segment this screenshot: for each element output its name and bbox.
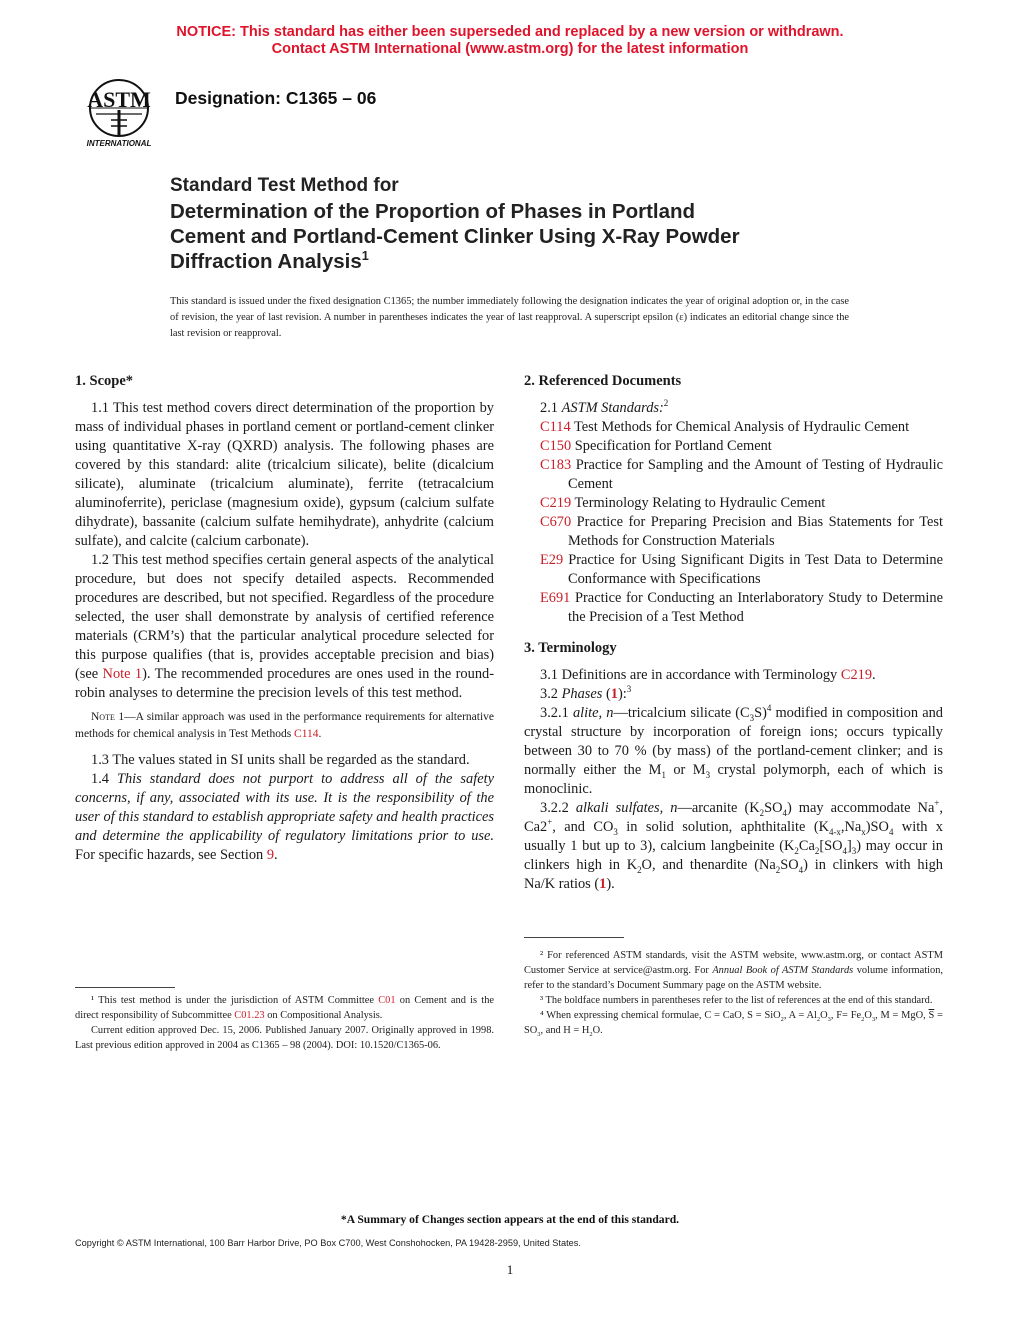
footnote-2-text-a: ² For referenced ASTM standards, visit the ASTM website, www.astm.org, or contact ASTM Customer Service at service@astm.org. For bbox=[524, 950, 943, 976]
reference-code-link[interactable]: E29 bbox=[540, 552, 564, 568]
paragraph-3-1-text: 3.1 Definitions are in accordance with Terminology bbox=[540, 667, 841, 683]
page-number: 1 bbox=[506, 1262, 514, 1277]
safety-statement: This standard does not purport to address all of the safety concerns, if any, associated with its use. It is the responsibility of the user of this standard to establish appropriate safety and health practices and determine the applicability of regulatory limitations prior to use. bbox=[75, 771, 494, 844]
paragraph-1-4-end: . bbox=[274, 847, 278, 863]
footnote-4-text: , and H = H bbox=[540, 1025, 590, 1036]
summary-of-changes-note: *A Summary of Changes section appears at the end of this standard. bbox=[340, 1213, 680, 1226]
title-line-4-text: Diffraction Analysis bbox=[170, 250, 362, 273]
footnote-4-text: , F= Fe bbox=[830, 1010, 862, 1021]
paragraph-1-3: 1.3 The values stated in SI units shall be regarded as the standard. bbox=[91, 752, 470, 768]
reference-c114 bbox=[540, 418, 943, 437]
footnote-1-text-a: ¹ This test method is under the jurisdiction of ASTM Committee bbox=[91, 995, 379, 1006]
reference-c150 bbox=[540, 437, 943, 456]
reference-code-link[interactable]: C114 bbox=[540, 419, 571, 435]
paragraph-3-2: 3.2 Phases (1):$^3$ bbox=[540, 684, 632, 702]
reference-title: Practice for Preparing Precision and Bias Statements for Test Methods for Construction Materials bbox=[568, 514, 943, 549]
reference-c219 bbox=[540, 494, 943, 513]
astm-standards-label: ASTM Standards: bbox=[561, 400, 664, 416]
reference-code-link[interactable]: C670 bbox=[540, 514, 572, 530]
footnote-1-text-b: on Cement and is the direct responsibility of Subcommittee bbox=[75, 995, 495, 1021]
paragraph-1-2 bbox=[75, 551, 494, 703]
designation: Designation: C1365 – 06 bbox=[175, 88, 377, 108]
reference-list bbox=[524, 418, 943, 627]
reference-code-link[interactable]: C219 bbox=[540, 495, 572, 511]
footnote-3-mark[interactable]: 3 bbox=[626, 684, 632, 695]
logo-subtext: INTERNATIONAL bbox=[86, 139, 152, 148]
reference-title: Practice for Sampling and the Amount of Testing of Hydraulic Cement bbox=[568, 457, 943, 492]
notice-line-1: NOTICE: This standard has either been superseded and replaced by a new version or withdrawn. bbox=[176, 24, 844, 40]
footnote-2-text-b: volume information, refer to the standard’s Document Summary page on the ASTM website. bbox=[524, 965, 943, 991]
note-1-c114-link[interactable]: C114 bbox=[294, 728, 319, 740]
footnote-1 bbox=[75, 993, 494, 1053]
left-column bbox=[75, 370, 494, 865]
copyright-line: Copyright © ASTM International, 100 Barr Harbor Drive, PO Box C700, West Conshohocken, PA 19428-2959, United States. bbox=[75, 1238, 581, 1248]
supersede-notice bbox=[0, 24, 1020, 58]
reference-title: Test Methods for Chemical Analysis of Hydraulic Cement bbox=[570, 419, 910, 435]
logo-letters: ASTM bbox=[87, 87, 151, 112]
section-heading-scope: 1. Scope* bbox=[75, 373, 133, 389]
footnote-3: ³ The boldface numbers in parentheses refer to the list of references at the end of this standard. bbox=[540, 995, 933, 1006]
paragraph-1-4-number: 1.4 bbox=[91, 771, 117, 787]
paragraph-3-2-2: 3.2.2 alkali sulfates, n—arcanite $(K_2SO_4)$ may accommodate Na+, Ca2+, and $CO_3$ in solid solution, aphthitalite $(K_{4-x},Na_x)SO_4$ with x usually 1 but up to 3), calcium langbeinite $(K_2Ca_2[SO_4]_3)$ may occur in clinkers high in $K_2O$, and thenardite $(Na_2SO_4)$ in clinkers with high Na/K ratios (1). bbox=[524, 798, 943, 892]
reference-title: Specification for Portland Cement bbox=[571, 438, 772, 454]
reference-e29 bbox=[540, 551, 943, 589]
note-label: Note bbox=[91, 711, 115, 723]
document-title bbox=[170, 175, 870, 274]
annual-book-title: Annual Book of ASTM Standards bbox=[712, 965, 854, 976]
paragraph-3-2-1: 3.2.1 alite, n—tricalcium silicate $(C_3S)^4$ modified in composition and crystal structure by incorporation of foreign ions; occurs typically between 30 to 70 % (by mass) of the portland-cement clinker; and is normally either the $M_1$ or $M_3$ crystal polymorph, each of which is monoclinic. bbox=[524, 703, 944, 797]
committee-c01-link[interactable]: C01 bbox=[378, 995, 396, 1006]
paragraph-2-1 bbox=[524, 399, 943, 418]
terminology-c219-link[interactable]: C219 bbox=[840, 667, 873, 683]
reference-c183 bbox=[540, 456, 943, 494]
notice-line-2: Contact ASTM International (www.astm.org) for the latest information bbox=[271, 41, 749, 57]
title-line-1: Standard Test Method for bbox=[170, 175, 399, 196]
note-1 bbox=[75, 709, 494, 743]
footnote-4-text: , M = MgO, bbox=[875, 1010, 929, 1021]
paragraph-3-1-end: . bbox=[872, 667, 876, 683]
reference-code-link[interactable]: E691 bbox=[540, 590, 571, 606]
footnote-1-para-1 bbox=[75, 993, 494, 1023]
paragraph-1-2-text: 1.2 This test method specifies certain general aspects of the analytical procedure, but does not specify detailed aspects. Recommended procedures are described, but not specified. Regardless of the procedure selected, the user shall demonstrate by analysis of certified reference materials (CRM’s) that the particular analytical procedure selected for this purpose qualifies (that is, provides acceptable precision and bias) (see bbox=[75, 552, 494, 682]
paragraph-2-1-number: 2.1 bbox=[540, 400, 562, 416]
reference-title: Practice for Using Significant Digits in Test Data to Determine Conformance with Specifications bbox=[563, 552, 943, 587]
title-line-4 bbox=[170, 249, 870, 274]
paragraph-1-4-text: For specific hazards, see Section bbox=[75, 847, 267, 863]
paragraph-3-2-number: 3.2 bbox=[540, 686, 562, 702]
footnote-1-para-2: Current edition approved Dec. 15, 2006. Published January 2007. Originally approved in 1998. Last previous edition approved in 2004 as C1365 – 98 (2004). DOI: 10.1520/C1365-06. bbox=[75, 1025, 494, 1051]
title-footnote-mark[interactable]: 1 bbox=[361, 248, 369, 264]
section-9-link[interactable]: 9 bbox=[266, 847, 275, 863]
title-line-2: Determination of the Proportion of Phases in Portland bbox=[170, 200, 696, 223]
reference-title: Practice for Conducting an Interlaboratory Study to Determine the Precision of a Test Method bbox=[568, 590, 943, 625]
section-heading-referenced-documents: 2. Referenced Documents bbox=[524, 373, 682, 389]
footnote-4-text: ⁴ When expressing chemical formulae, C = CaO, S = SiO bbox=[540, 1010, 781, 1021]
footnote-2-mark[interactable]: 2 bbox=[663, 398, 669, 409]
issued-note: This standard is issued under the fixed designation C1365; the number immediately following the designation indicates the year of original adoption or, in the case of revision, the year of last revision. A number in parentheses indicates the year of last reapproval. A superscript epsilon (ε) indicates an editorial change since the last revision or reapproval. bbox=[170, 296, 849, 339]
right-column bbox=[524, 370, 943, 894]
footnote-divider-left bbox=[75, 987, 175, 988]
paragraph-3-1 bbox=[524, 666, 943, 685]
phases-label: Phases bbox=[561, 686, 603, 702]
astm-logo bbox=[76, 74, 162, 150]
footnote-4-text: = SO bbox=[524, 1010, 943, 1036]
footnote-1-text-c: on Compositional Analysis. bbox=[264, 1010, 383, 1021]
footnote-4: ⁴ When expressing chemical formulae, C = CaO, S = SiO$_2$, $A = Al_2O_3$, $F= Fe_2O_3$, M = MgO, $\overline{S} = SO_3$, and $H = H_2O$. bbox=[524, 1010, 943, 1039]
reference-e691 bbox=[540, 589, 943, 627]
note-1-link[interactable]: Note 1 bbox=[102, 666, 143, 682]
footnote-4-text: O. bbox=[592, 1025, 603, 1036]
footnote-divider-right bbox=[524, 937, 624, 938]
footnote-4-text: , A = Al bbox=[783, 1010, 817, 1021]
reference-title: Terminology Relating to Hydraulic Cement bbox=[571, 495, 826, 511]
reference-code-link[interactable]: C183 bbox=[540, 457, 572, 473]
note-1-end: . bbox=[318, 728, 322, 740]
footnotes-right bbox=[524, 948, 943, 1038]
paragraph-1-4 bbox=[75, 770, 494, 865]
reference-c670 bbox=[540, 513, 943, 551]
subcommittee-c01-23-link[interactable]: C01.23 bbox=[234, 1010, 265, 1021]
footnote-2 bbox=[524, 948, 943, 993]
reference-code-link[interactable]: C150 bbox=[540, 438, 572, 454]
paragraph-1-1: 1.1 This test method covers direct determination of the proportion by mass of individual phases in portland cement or portland-cement clinker using quantitative X-ray (QXRD) analysis. The following phases are covered by this standard: alite (tricalcium silicate), belite (dicalcium silicate), aluminate (tricalcium aluminate), ferrite (tetracalcium aluminoferrite), periclase (magnesium oxide), gypsum (calcium sulfate dihydrate), bassanite (calcium sulfate hemihydrate), anhydrite (calcium sulfate), and calcite (calcium carbonate). bbox=[75, 400, 494, 549]
reference-1-link[interactable]: 1 bbox=[610, 686, 618, 702]
paragraph-1-2-text-end: ). The recommended procedures are ones used in the round-robin analyses to determine the precision levels of this test method. bbox=[75, 666, 495, 701]
section-heading-terminology: 3. Terminology bbox=[524, 640, 617, 656]
note-1-text: 1—A similar approach was used in the performance requirements for alternative methods for chemical analysis in Test Methods bbox=[75, 711, 494, 740]
title-line-3: Cement and Portland-Cement Clinker Using X-Ray Powder bbox=[170, 225, 740, 248]
